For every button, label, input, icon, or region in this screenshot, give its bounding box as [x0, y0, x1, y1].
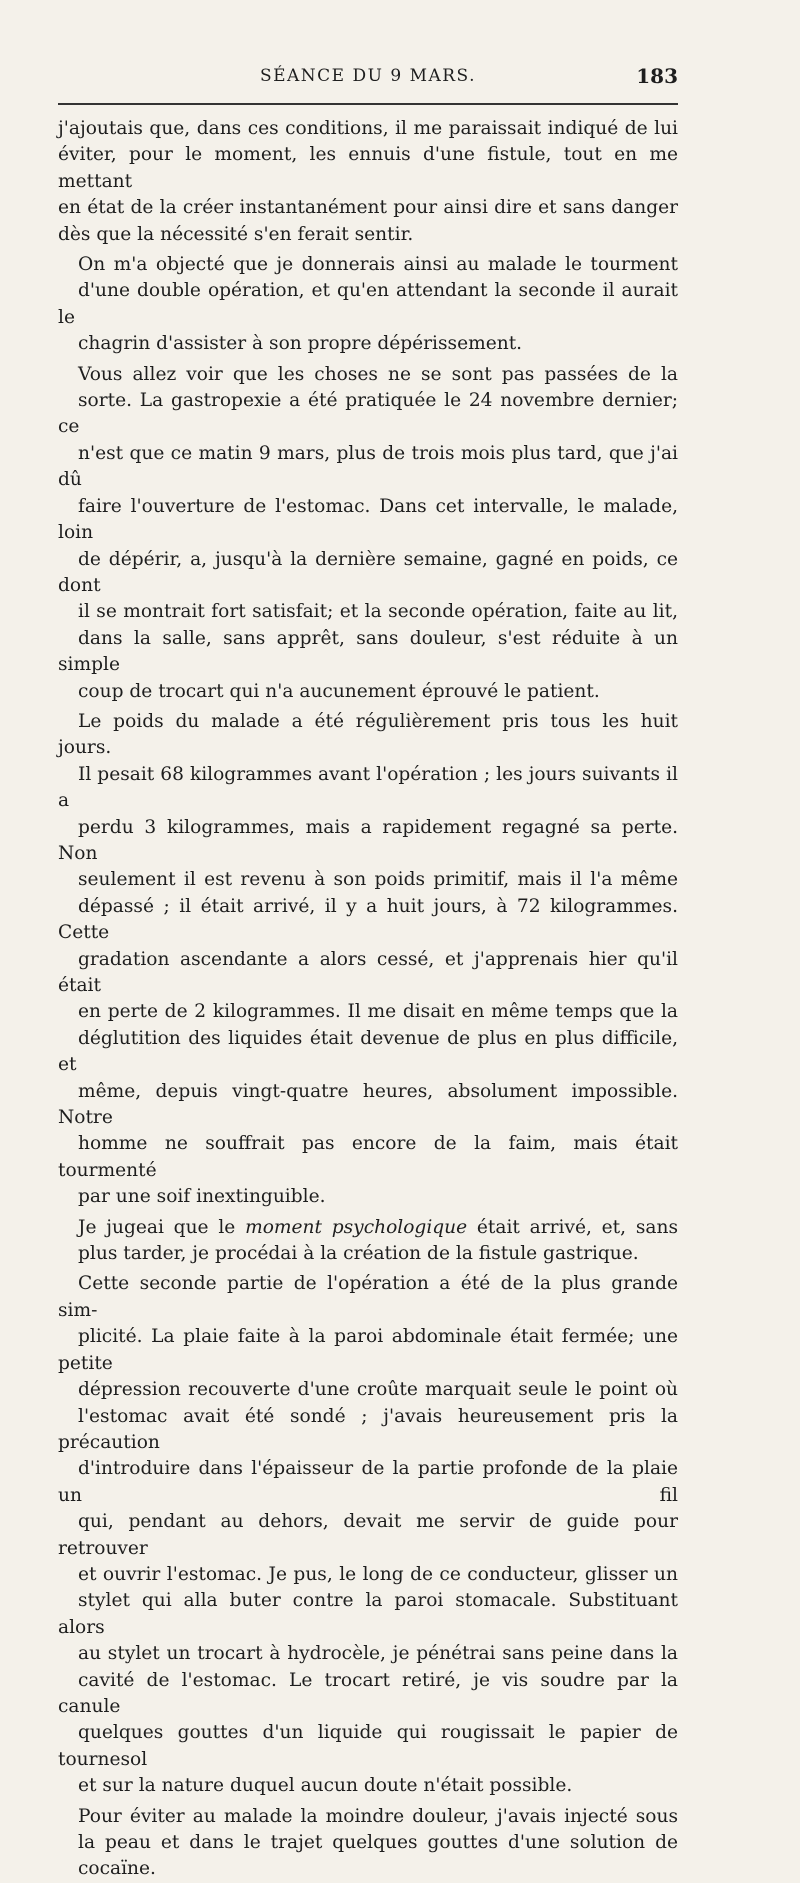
paragraph — [58, 1804, 678, 1883]
text-line: gradation ascendante a alors cessé, et j'apprenais hier qu'il était — [58, 948, 678, 996]
text-line: Cette seconde partie de l'opération a été de la plus grande sim- — [58, 1273, 678, 1321]
text-line: dépassé ; il était arrivé, il y a huit jours, à 72 kilogrammes. Cette — [58, 895, 678, 944]
page-number: 183 — [636, 64, 678, 88]
text-line: d'une double opération, et qu'en attendant la seconde il aurait le — [58, 280, 678, 328]
text-line: On m'a objecté que je donnerais ainsi au malade le tourment — [78, 254, 678, 276]
text-line: par une soif inextinguible. — [78, 1186, 326, 1208]
text-line: déglutition des liquides était devenue de plus en plus difficile, et — [58, 1027, 678, 1076]
paragraph — [58, 1271, 678, 1799]
page-header — [58, 64, 678, 94]
text-line: homme ne souffrait pas encore de la faim, mais était tourmenté — [58, 1133, 678, 1181]
header-rule — [58, 103, 678, 105]
body-text — [58, 116, 678, 1883]
italic-phrase: moment psychologique — [245, 1216, 468, 1238]
text-line: en perte de 2 kilogrammes. Il me disait en même temps que la — [78, 1001, 678, 1023]
text-line: Le poids du malade a été régulièrement pris tous les huit jours. — [58, 710, 678, 759]
text-segment: Je jugeai que le — [78, 1216, 246, 1238]
text-line: faire l'ouverture de l'estomac. Dans cet intervalle, le malade, loin — [58, 495, 678, 544]
text-line: plus tarder, je procédai à la création de la fistule gastrique. — [78, 1243, 639, 1265]
text-line: la peau et dans le trajet quelques gouttes d'une solution de — [78, 1832, 678, 1853]
text-line: dans la salle, sans apprêt, sans douleur, s'est réduite à un simple — [58, 627, 678, 676]
text-line: qui, pendant au dehors, devait me servir de guide pour retrouver — [58, 1511, 678, 1559]
text-line: sorte. La gastropexie a été pratiquée le 24 novembre dernier; ce — [58, 390, 678, 438]
text-line: il se montrait fort satisfait; et la seconde opération, faite au lit, — [78, 601, 678, 623]
paragraph — [58, 116, 678, 248]
text-line: en état de la créer instantanément pour ainsi dire et sans danger — [58, 197, 678, 219]
running-title: SÉANCE DU 9 MARS. — [259, 66, 477, 86]
text-line: seulement il est revenu à son poids primitif, mais il l'a même — [78, 869, 678, 891]
text-line: stylet qui alla buter contre la paroi stomacale. Substituant alors — [58, 1590, 678, 1638]
text-line: Il pesait 68 kilogrammes avant l'opération ; les jours suivants il a — [58, 763, 678, 812]
text-line — [58, 1215, 678, 1241]
text-line: Vous allez voir que les choses ne se sont pas passées de la — [78, 363, 678, 385]
text-line: dès que la nécessité s'en ferait sentir. — [58, 223, 414, 245]
text-line: quelques gouttes d'un liquide qui rougissait le papier de tournesol — [58, 1722, 678, 1770]
text-line: même, depuis vingt-quatre heures, absolument impossible. Notre — [58, 1080, 678, 1129]
paragraph — [58, 252, 678, 358]
text-line: d'introduire dans l'épaisseur de la partie profonde de la plaie un fil — [58, 1458, 678, 1506]
text-line: j'ajoutais que, dans ces conditions, il me paraissait indiqué de lui — [58, 118, 678, 139]
paragraph — [58, 1215, 678, 1268]
text-line: Pour éviter au malade la moindre douleur, j'avais injecté sous — [78, 1805, 678, 1827]
text-line: et ouvrir l'estomac. Je pus, le long de ce conducteur, glisser un — [78, 1563, 678, 1585]
text-line: au stylet un trocart à hydrocèle, je pénétrai sans peine dans la — [78, 1643, 678, 1665]
text-line: et sur la nature duquel aucun doute n'était possible. — [78, 1775, 573, 1797]
text-line: perdu 3 kilogrammes, mais a rapidement regagné sa perte. Non — [58, 816, 678, 864]
paragraph — [58, 362, 678, 705]
text-line: l'estomac avait été sondé ; j'avais heureusement pris la précaution — [58, 1405, 678, 1453]
text-line: éviter, pour le moment, les ennuis d'une fistule, tout en me mettant — [58, 144, 678, 192]
text-line: cavité de l'estomac. Le trocart retiré, je vis soudre par la canule — [58, 1669, 678, 1717]
text-line: coup de trocart qui n'a aucunement éprouvé le patient. — [78, 680, 600, 702]
text-line: cocaïne. — [78, 1858, 156, 1880]
text-segment: était arrivé, et, sans — [467, 1216, 678, 1238]
text-line: de dépérir, a, jusqu'à la dernière semaine, gagné en poids, ce dont — [58, 548, 678, 596]
text-line: plicité. La plaie faite à la paroi abdominale était fermée; une petite — [58, 1326, 678, 1374]
text-line: dépression recouverte d'une croûte marquait seule le point où — [78, 1379, 678, 1401]
text-line: chagrin d'assister à son propre dépérissement. — [78, 333, 523, 355]
paragraph — [58, 709, 678, 1211]
text-line: n'est que ce matin 9 mars, plus de trois mois plus tard, que j'ai dû — [58, 442, 678, 491]
